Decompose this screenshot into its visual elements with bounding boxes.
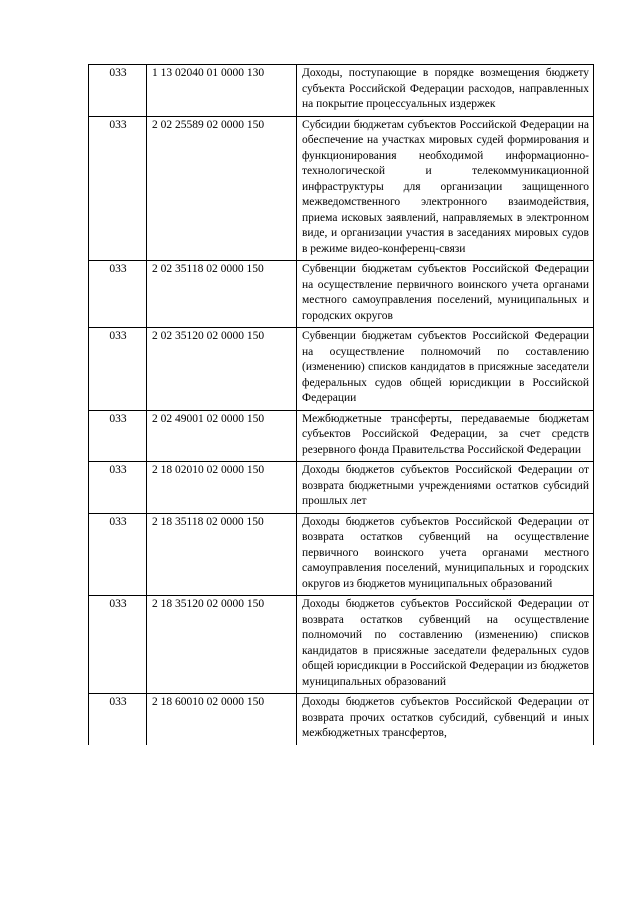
revenue-description-cell: Доходы бюджетов субъектов Российской Федерации от возврата остатков субвенций на осуществление полномочий по составлению (изменению) списков кандидатов в присяжные заседатели федеральных судов общей юрисдикции в Российской Федерации из бюджетов муниципальных образований [297,596,594,694]
admin-code-cell: 033 [89,410,147,462]
revenue-description-cell: Межбюджетные трансферты, передаваемые бюджетам субъектов Российской Федерации, за счет средств резервного фонда Правительства Российской Федерации [297,410,594,462]
table-row [89,596,594,694]
admin-code-cell: 033 [89,328,147,411]
revenue-description-cell: Субвенции бюджетам субъектов Российской Федерации на осуществление первичного воинского учета органами местного самоуправления поселений, муниципальных и городских округов [297,261,594,328]
revenue-description-cell: Доходы бюджетов субъектов Российской Федерации от возврата бюджетными учреждениями остатков субсидий прошлых лет [297,462,594,514]
admin-code-cell: 033 [89,513,147,596]
admin-code-cell: 033 [89,116,147,261]
budget-classification-code-cell: 2 02 49001 02 0000 150 [147,410,297,462]
table-row [89,694,594,745]
budget-classification-code-cell: 2 02 25589 02 0000 150 [147,116,297,261]
table-row [89,261,594,328]
budget-classification-code-cell: 2 02 35120 02 0000 150 [147,328,297,411]
admin-code-cell: 033 [89,694,147,745]
revenue-description-cell: Субсидии бюджетам субъектов Российской Федерации на обеспечение на участках мировых судей формирования и функционирования необходимой информационно-технологической и телекоммуникационной инфраструктуры для организации защищенного межведомственного электронного взаимодействия, приема исковых заявлений, направляемых в электронном виде, и организации участия в заседаниях мировых судов в режиме видео-конференц-связи [297,116,594,261]
admin-code-cell: 033 [89,462,147,514]
table-row [89,65,594,117]
revenue-description-cell: Доходы, поступающие в порядке возмещения бюджету субъекта Российской Федерации расходов, направленных на покрытие процессуальных издержек [297,65,594,117]
budget-classification-code-cell: 1 13 02040 01 0000 130 [147,65,297,117]
revenue-description-cell: Субвенции бюджетам субъектов Российской Федерации на осуществление полномочий по составлению (изменению) списков кандидатов в присяжные заседатели федеральных судов общей юрисдикции в Российской Федерации [297,328,594,411]
revenue-description-cell: Доходы бюджетов субъектов Российской Федерации от возврата остатков субвенций на осуществление первичного воинского учета органами местного самоуправления поселений, муниципальных и городских округов из бюджетов муниципальных образований [297,513,594,596]
admin-code-cell: 033 [89,596,147,694]
table-row [89,410,594,462]
revenue-codes-table [88,64,594,745]
admin-code-cell: 033 [89,65,147,117]
admin-code-cell: 033 [89,261,147,328]
table-row [89,328,594,411]
budget-classification-code-cell: 2 18 60010 02 0000 150 [147,694,297,745]
budget-classification-code-cell: 2 18 35118 02 0000 150 [147,513,297,596]
budget-classification-code-cell: 2 18 02010 02 0000 150 [147,462,297,514]
table-row [89,513,594,596]
budget-classification-code-cell: 2 18 35120 02 0000 150 [147,596,297,694]
table-row [89,116,594,261]
table-row [89,462,594,514]
budget-classification-code-cell: 2 02 35118 02 0000 150 [147,261,297,328]
revenue-description-cell: Доходы бюджетов субъектов Российской Федерации от возврата прочих остатков субсидий, субвенций и иных межбюджетных трансфертов, [297,694,594,745]
